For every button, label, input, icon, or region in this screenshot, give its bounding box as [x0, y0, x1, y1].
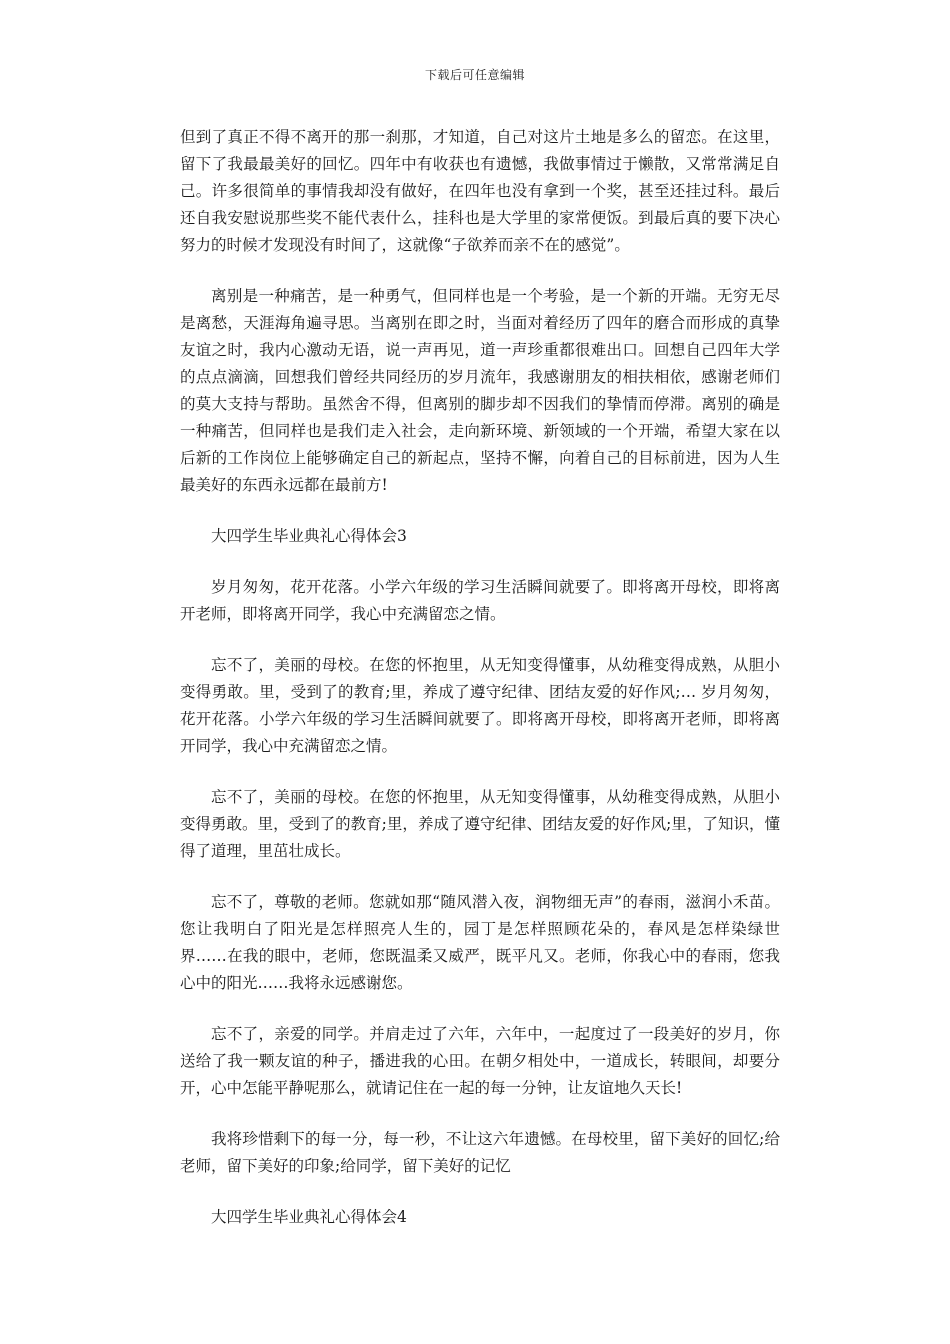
- page-header: 下载后可任意编辑: [424, 68, 525, 82]
- section-heading: 大四学生毕业典礼心得体会3: [211, 527, 407, 545]
- document-body: [180, 124, 780, 1255]
- paragraph: 但到了真正不得不离开的那一刹那，才知道，自己对这片土地是多么的留恋。在这里，留下了我最最美好的回忆。四年中有收获也有遗憾，我做事情过于懒散，又常常满足自己。许多很简单的事情我却没有做好，在四年也没有拿到一个奖，甚至还挂过科。最后还自我安慰说那些奖不能代表什么，挂科也是大学里的家常便饭。到最后真的要下决心努力的时候才发现没有时间了，这就像“子欲养而亲不在的感觉”。: [180, 128, 780, 254]
- paragraph: 岁月匆匆，花开花落。小学六年级的学习生活瞬间就要了。即将离开母校，即将离开老师，即将离开同学，我心中充满留恋之情。: [180, 578, 780, 623]
- section-heading: 大四学生毕业典礼心得体会4: [211, 1208, 407, 1226]
- paragraph: 我将珍惜剩下的每一分，每一秒，不让这六年遗憾。在母校里，留下美好的回忆;给老师，留下美好的印象;给同学，留下美好的记忆: [180, 1130, 780, 1175]
- paragraph: 忘不了，亲爱的同学。并肩走过了六年，六年中，一起度过了一段美好的岁月，你送给了我一颗友谊的种子，播进我的心田。在朝夕相处中，一道成长，转眼间，却要分开，心中怎能平静呢那么，就请记住在一起的每一分钟，让友谊地久天长!: [180, 1025, 780, 1097]
- paragraph: 忘不了，尊敬的老师。您就如那“随风潜入夜，润物细无声”的春雨，滋润小禾苗。您让我明白了阳光是怎样照亮人生的，园丁是怎样照顾花朵的，春风是怎样染绿世界……在我的眼中，老师，您既温柔又威严，既平凡又。老师，你我心中的春雨，您我心中的阳光……我将永远感谢您。: [180, 893, 780, 992]
- paragraph: 忘不了，美丽的母校。在您的怀抱里，从无知变得懂事，从幼稚变得成熟，从胆小变得勇敢。里，受到了的教育;里，养成了遵守纪律、团结友爱的好作风;里，了知识，懂得了道理，里茁壮成长。: [180, 788, 780, 860]
- paragraph: 忘不了，美丽的母校。在您的怀抱里，从无知变得懂事，从幼稚变得成熟，从胆小变得勇敢。里，受到了的教育;里，养成了遵守纪律、团结友爱的好作风;… 岁月匆匆，花开花落。小学六年级的学习生活瞬间就要了。即将离开母校，即将离开老师，即将离开同学，我心中充满留恋之情。: [180, 656, 780, 755]
- paragraph: 离别是一种痛苦，是一种勇气，但同样也是一个考验，是一个新的开端。无穷无尽是离愁，天涯海角遍寻思。当离别在即之时，当面对着经历了四年的磨合而形成的真挚友谊之时，我内心激动无语，说一声再见，道一声珍重都很难出口。回想自己四年大学的点点滴滴，回想我们曾经共同经历的岁月流年，我感谢朋友的相扶相依，感谢老师们的莫大支持与帮助。虽然舍不得，但离别的脚步却不因我们的挚情而停滞。离别的确是一种痛苦，但同样也是我们走入社会，走向新环境、新领域的一个开端，希望大家在以后新的工作岗位上能够确定自己的新起点，坚持不懈，向着自己的目标前进，因为人生最美好的东西永远都在最前方!: [180, 287, 780, 494]
